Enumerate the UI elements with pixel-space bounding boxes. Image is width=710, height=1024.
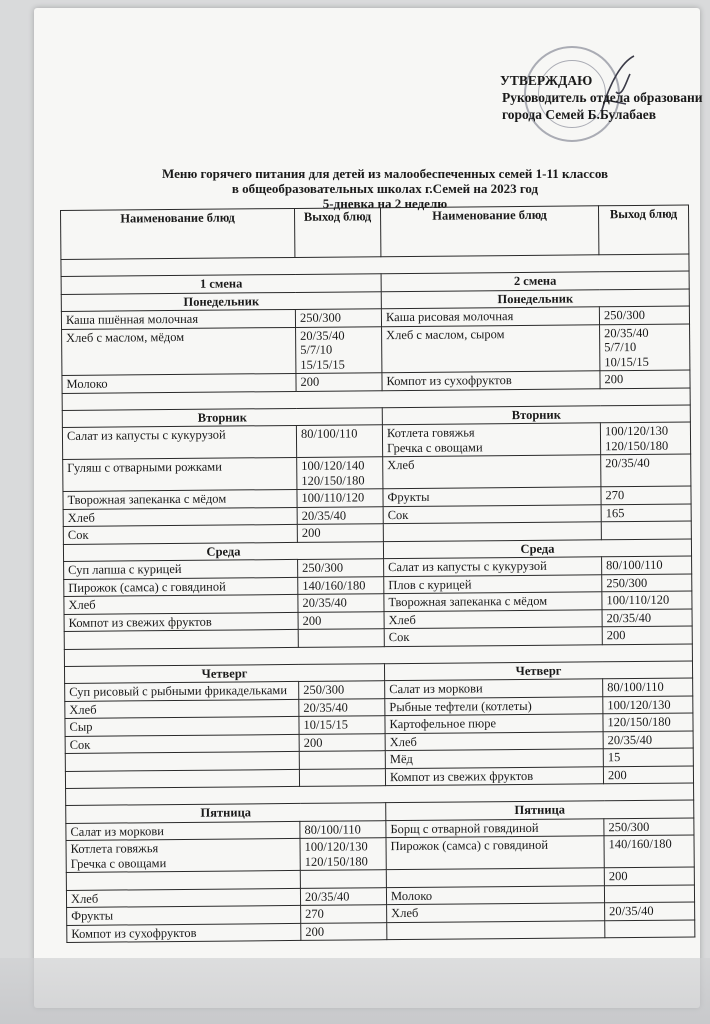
dish-name-cell: [64, 629, 298, 649]
dish-name-cell: Компот из сухофруктов: [67, 923, 301, 943]
table-row: [62, 324, 690, 376]
dish-name-cell: Котлета говяжья Гречка с овощами: [382, 423, 600, 457]
weekday-label-shift-2: Среда: [383, 539, 691, 559]
portion-cell: 100/110/120: [297, 489, 383, 507]
dish-name-cell: Салат из моркови: [385, 679, 603, 698]
portion-cell: 80/100/110: [296, 425, 382, 458]
dish-name-cell: Хлеб: [66, 888, 300, 908]
portion-cell: 270: [301, 905, 387, 923]
menu-table: [60, 205, 695, 943]
portion-cell: 10/15/15: [299, 716, 385, 734]
header-portion-1: Выход блюд: [294, 208, 380, 258]
approval-block: [498, 72, 708, 123]
dish-name-cell: Пирожок (самса) с говядиной: [64, 577, 298, 597]
portion-cell: 200: [301, 922, 387, 940]
portion-cell: 80/100/110: [603, 678, 693, 696]
dish-name-cell: Салат из капусты с кукурузой: [384, 557, 602, 576]
weekday-label-shift-1: Среда: [63, 541, 383, 561]
dish-name-cell: Гуляш с отварными рожками: [63, 457, 297, 491]
dish-name-cell: Компот из свежих фруктов: [385, 766, 603, 785]
dish-name-cell: [66, 870, 300, 890]
portion-cell: 100/120/140 120/150/180: [297, 457, 383, 490]
header-dish-name-2: Наименование блюд: [380, 206, 598, 257]
dish-name-cell: Мёд: [385, 749, 603, 768]
dish-name-cell: Суп лапша с курицей: [64, 559, 298, 579]
portion-cell: 20/35/40 5/7/10 15/15/15: [296, 326, 382, 373]
dish-name-cell: Хлеб: [64, 594, 298, 614]
portion-cell: 20/35/40: [601, 454, 691, 487]
title-line-1: Меню горячего питания для детей из малообеспеченных семей 1-11 классов: [161, 166, 609, 181]
dish-name-cell: Фрукты: [67, 905, 301, 925]
weekday-label-shift-1: Вторник: [62, 407, 382, 427]
dish-name-cell: Фрукты: [383, 487, 601, 506]
portion-cell: 200: [296, 373, 382, 391]
portion-cell: 15: [603, 748, 693, 766]
portion-cell: 20/35/40: [299, 698, 385, 716]
dish-name-cell: Пирожок (самса) с говядиной: [386, 836, 604, 870]
weekday-label-shift-1: Четверг: [64, 663, 384, 683]
portion-cell: 140/160/180: [604, 835, 694, 868]
dish-name-cell: Хлеб с маслом, сыром: [382, 324, 600, 372]
dish-name-cell: Суп рисовый с рыбными фрикадельками: [65, 681, 299, 701]
portion-cell: 200: [297, 524, 383, 542]
dish-name-cell: Плов с курицей: [384, 574, 602, 593]
portion-cell: [605, 919, 695, 937]
dish-name-cell: Сок: [65, 734, 299, 754]
portion-cell: [298, 629, 384, 647]
portion-cell: 20/35/40 5/7/10 10/15/15: [600, 324, 690, 371]
portion-cell: 250/300: [298, 559, 384, 577]
table-header-row: [61, 205, 689, 259]
portion-cell: 250/300: [604, 817, 694, 835]
dish-name-cell: Котлета говяжья Гречка с овощами: [66, 838, 300, 872]
portion-cell: 100/120/130: [603, 695, 693, 713]
title-line-3: 5-дневка на 2 неделю: [322, 196, 448, 211]
header-dish-name-1: Наименование блюд: [61, 208, 295, 259]
portion-cell: 270: [601, 486, 691, 504]
portion-cell: 20/35/40: [297, 506, 383, 524]
dish-name-cell: Компот из свежих фруктов: [64, 612, 298, 632]
portion-cell: 200: [299, 733, 385, 751]
portion-cell: 200: [603, 765, 693, 783]
portion-cell: 100/110/120: [602, 591, 692, 609]
dish-name-cell: Салат из капусты с кукурузой: [62, 425, 296, 459]
portion-cell: 20/35/40: [300, 887, 386, 905]
plastic-sleeve-edge: [0, 958, 710, 1024]
dish-name-cell: Хлеб с маслом, мёдом: [62, 327, 296, 376]
dish-name-cell: Сок: [63, 524, 297, 544]
portion-cell: 200: [602, 626, 692, 644]
dish-name-cell: Хлеб: [63, 507, 297, 527]
dish-name-cell: Салат из моркови: [66, 821, 300, 841]
dish-name-cell: Хлеб: [383, 455, 601, 489]
approval-position: Руководитель отдела образовани: [502, 90, 703, 105]
portion-cell: 250/300: [602, 574, 692, 592]
portion-cell: 20/35/40: [605, 902, 695, 920]
dish-name-cell: Молоко: [386, 885, 604, 904]
portion-cell: 200: [604, 867, 694, 885]
dish-name-cell: Хлеб: [387, 903, 605, 922]
dish-name-cell: [65, 751, 299, 771]
dish-name-cell: Каша рисовая молочная: [381, 307, 599, 326]
portion-cell: 165: [601, 504, 691, 522]
portion-cell: [299, 768, 385, 786]
portion-cell: 250/300: [299, 681, 385, 699]
portion-cell: 250/300: [295, 309, 381, 327]
dish-name-cell: Сок: [384, 627, 602, 646]
dish-name-cell: [65, 769, 299, 789]
approval-signer: города Семей Б.Булабаев: [502, 107, 657, 122]
dish-name-cell: Сыр: [65, 716, 299, 736]
dish-name-cell: Борщ с отварной говядиной: [386, 818, 604, 837]
dish-name-cell: Творожная запеканка с мёдом: [384, 592, 602, 611]
portion-cell: [604, 884, 694, 902]
portion-cell: [299, 751, 385, 769]
portion-cell: 100/120/130 120/150/180: [300, 838, 386, 871]
weekday-label-shift-2: Пятница: [386, 800, 694, 820]
dish-name-cell: Сок: [383, 504, 601, 523]
portion-cell: 20/35/40: [602, 609, 692, 627]
weekday-label-shift-2: Вторник: [382, 405, 690, 425]
header-portion-2: Выход блюд: [598, 205, 688, 255]
portion-cell: 100/120/130 120/150/180: [600, 422, 690, 455]
portion-cell: [300, 870, 386, 888]
weekday-label-shift-1: Понедельник: [61, 291, 381, 311]
portion-cell: 20/35/40: [298, 594, 384, 612]
weekday-label-shift-2: Понедельник: [381, 289, 689, 309]
dish-name-cell: [383, 522, 601, 541]
dish-name-cell: Компот из сухофруктов: [382, 371, 600, 390]
dish-name-cell: Картофельное пюре: [385, 714, 603, 733]
shift-2-label: 2 смена: [381, 271, 689, 291]
dish-name-cell: Каша пшённая молочная: [61, 309, 295, 329]
portion-cell: 140/160/180: [298, 576, 384, 594]
portion-cell: 250/300: [599, 306, 689, 324]
weekday-label-shift-2: Четверг: [384, 660, 692, 680]
shift-1-label: 1 смена: [61, 274, 381, 294]
dish-name-cell: Молоко: [62, 373, 296, 393]
dish-name-cell: Хлеб: [384, 609, 602, 628]
portion-cell: 80/100/110: [602, 556, 692, 574]
portion-cell: 200: [298, 611, 384, 629]
portion-cell: 20/35/40: [603, 730, 693, 748]
approval-heading: УТВЕРЖДАЮ: [500, 73, 593, 88]
dish-name-cell: [386, 868, 604, 887]
dish-name-cell: Рыбные тефтели (котлеты): [385, 696, 603, 715]
portion-cell: 80/100/110: [300, 820, 386, 838]
dish-name-cell: Хлеб: [65, 699, 299, 719]
portion-cell: [601, 521, 691, 539]
weekday-label-shift-1: Пятница: [66, 803, 386, 823]
dish-name-cell: Творожная запеканка с мёдом: [63, 489, 297, 509]
title-line-2: в общеобразовательных школах г.Семей на 2023 год: [231, 181, 539, 196]
dish-name-cell: [387, 920, 605, 939]
portion-cell: 200: [600, 370, 690, 388]
dish-name-cell: Хлеб: [385, 731, 603, 750]
portion-cell: 120/150/180: [603, 713, 693, 731]
